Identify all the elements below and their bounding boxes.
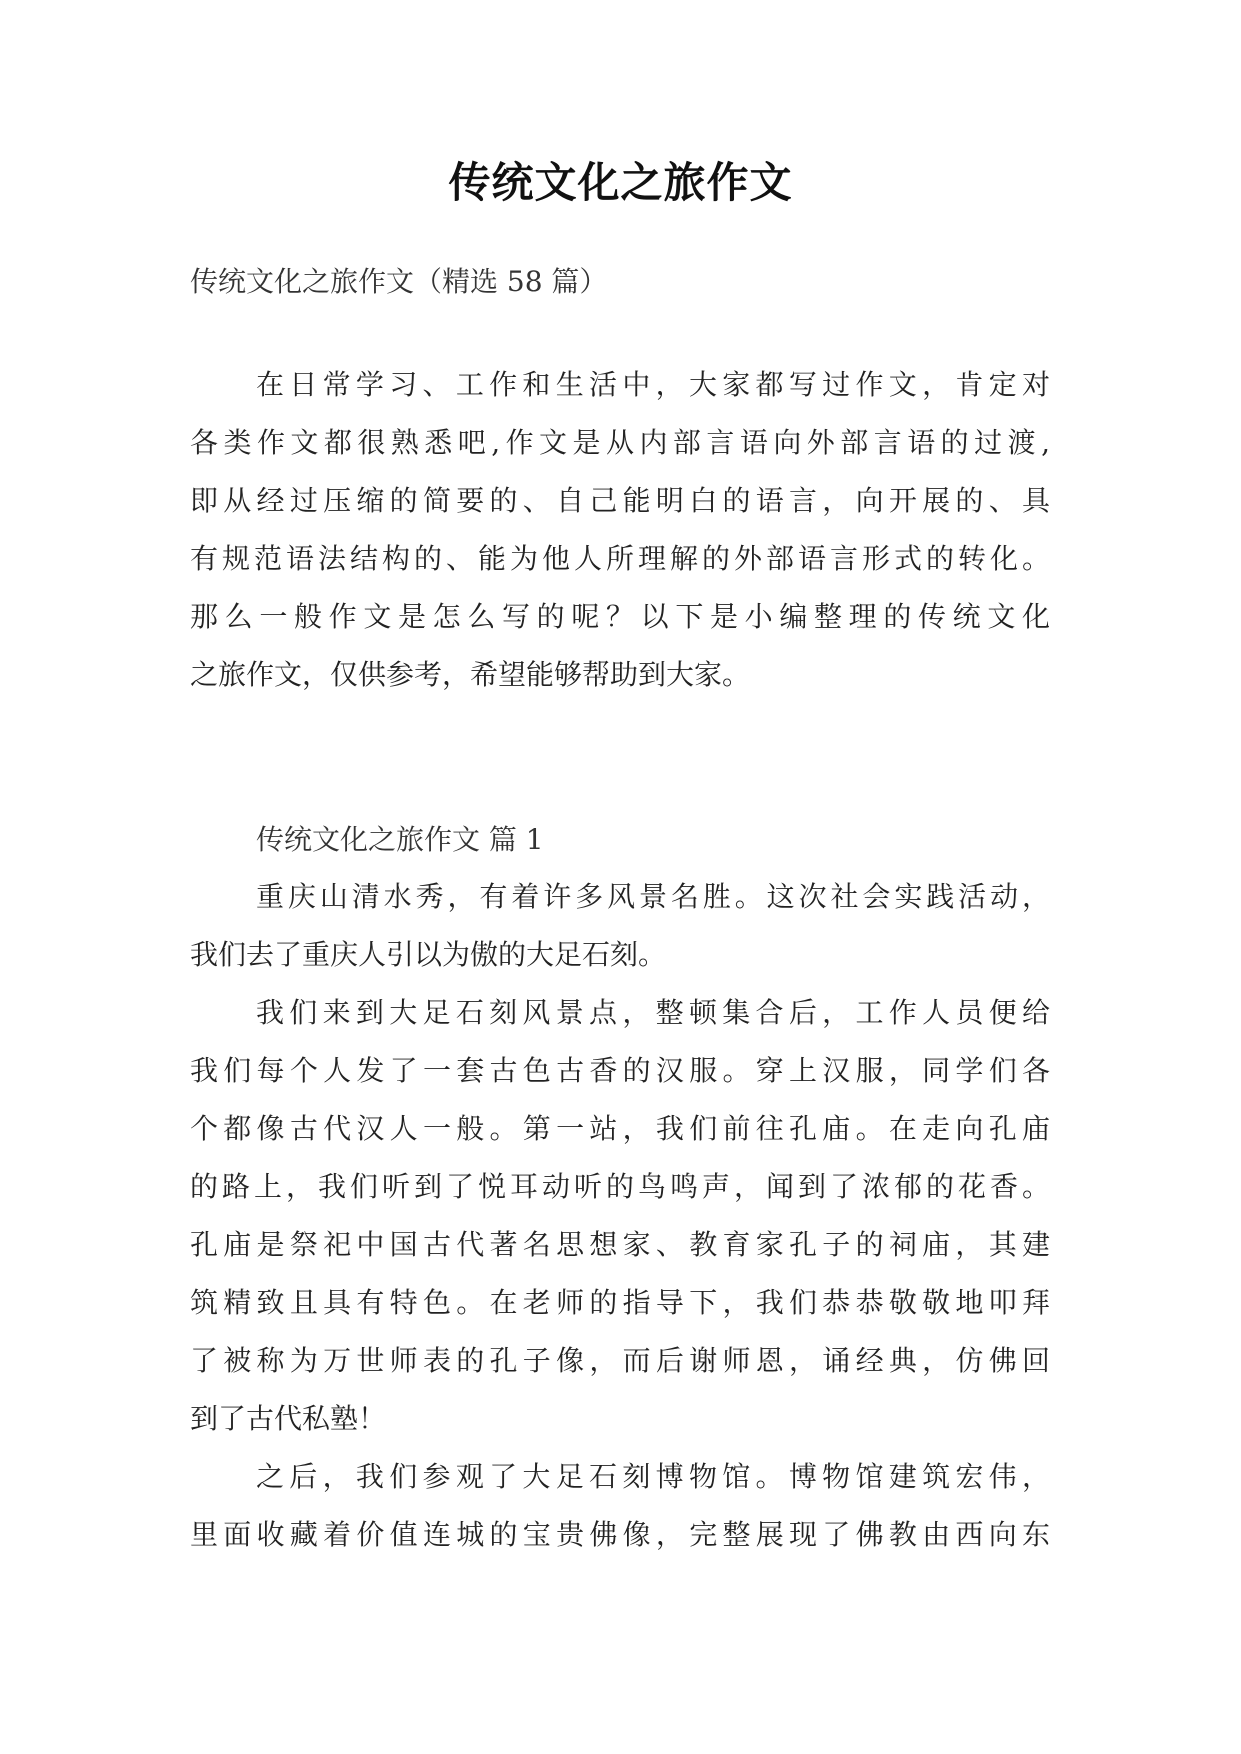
paragraph-line: 我们去了重庆人引以为傲的大足石刻。 — [190, 938, 667, 971]
document-title: 传统文化之旅作文 — [448, 158, 793, 207]
intro-line: 各类作文都很熟悉吧,作文是从内部言语向外部言语的过渡, — [190, 426, 1050, 459]
paragraph-line: 我们每个人发了一套古色古香的汉服。穿上汉服，同学们各 — [190, 1054, 1050, 1087]
paragraph-line: 重庆山清水秀，有着许多风景名胜。这次社会实践活动， — [256, 880, 1050, 913]
body-paragraph-1 — [190, 868, 1050, 984]
paragraph-line: 之后，我们参观了大足石刻博物馆。博物馆建筑宏伟， — [256, 1460, 1050, 1493]
intro-line: 之旅作文，仅供参考，希望能够帮助到大家。 — [190, 658, 751, 691]
paragraph-line: 到了古代私塾！ — [190, 1402, 387, 1435]
section-heading: 传统文化之旅作文 篇 1 — [256, 823, 544, 856]
paragraph-line: 孔庙是祭祀中国古代著名思想家、教育家孔子的祠庙，其建 — [190, 1228, 1050, 1261]
body-paragraph-3 — [190, 1448, 1050, 1564]
paragraph-line: 我们来到大足石刻风景点，整顿集合后，工作人员便给 — [256, 996, 1050, 1029]
intro-paragraph — [190, 356, 1050, 704]
intro-line: 即从经过压缩的简要的、自己能明白的语言，向开展的、具 — [190, 484, 1050, 517]
paragraph-line: 筑精致且具有特色。在老师的指导下，我们恭恭敬敬地叩拜 — [190, 1286, 1050, 1319]
paragraph-line: 个都像古代汉人一般。第一站，我们前往孔庙。在走向孔庙 — [190, 1112, 1050, 1145]
document-subtitle: 传统文化之旅作文（精选 58 篇） — [190, 265, 608, 298]
paragraph-line: 的路上，我们听到了悦耳动听的鸟鸣声，闻到了浓郁的花香。 — [190, 1170, 1050, 1203]
paragraph-line: 了被称为万世师表的孔子像，而后谢师恩，诵经典，仿佛回 — [190, 1344, 1050, 1377]
paragraph-line: 里面收藏着价值连城的宝贵佛像，完整展现了佛教由西向东 — [190, 1518, 1050, 1551]
intro-line: 那么一般作文是怎么写的呢？以下是小编整理的传统文化 — [190, 600, 1050, 633]
intro-line: 有规范语法结构的、能为他人所理解的外部语言形式的转化。 — [190, 542, 1050, 575]
intro-line: 在日常学习、工作和生活中，大家都写过作文，肯定对 — [256, 368, 1050, 401]
body-paragraph-2 — [190, 984, 1050, 1448]
